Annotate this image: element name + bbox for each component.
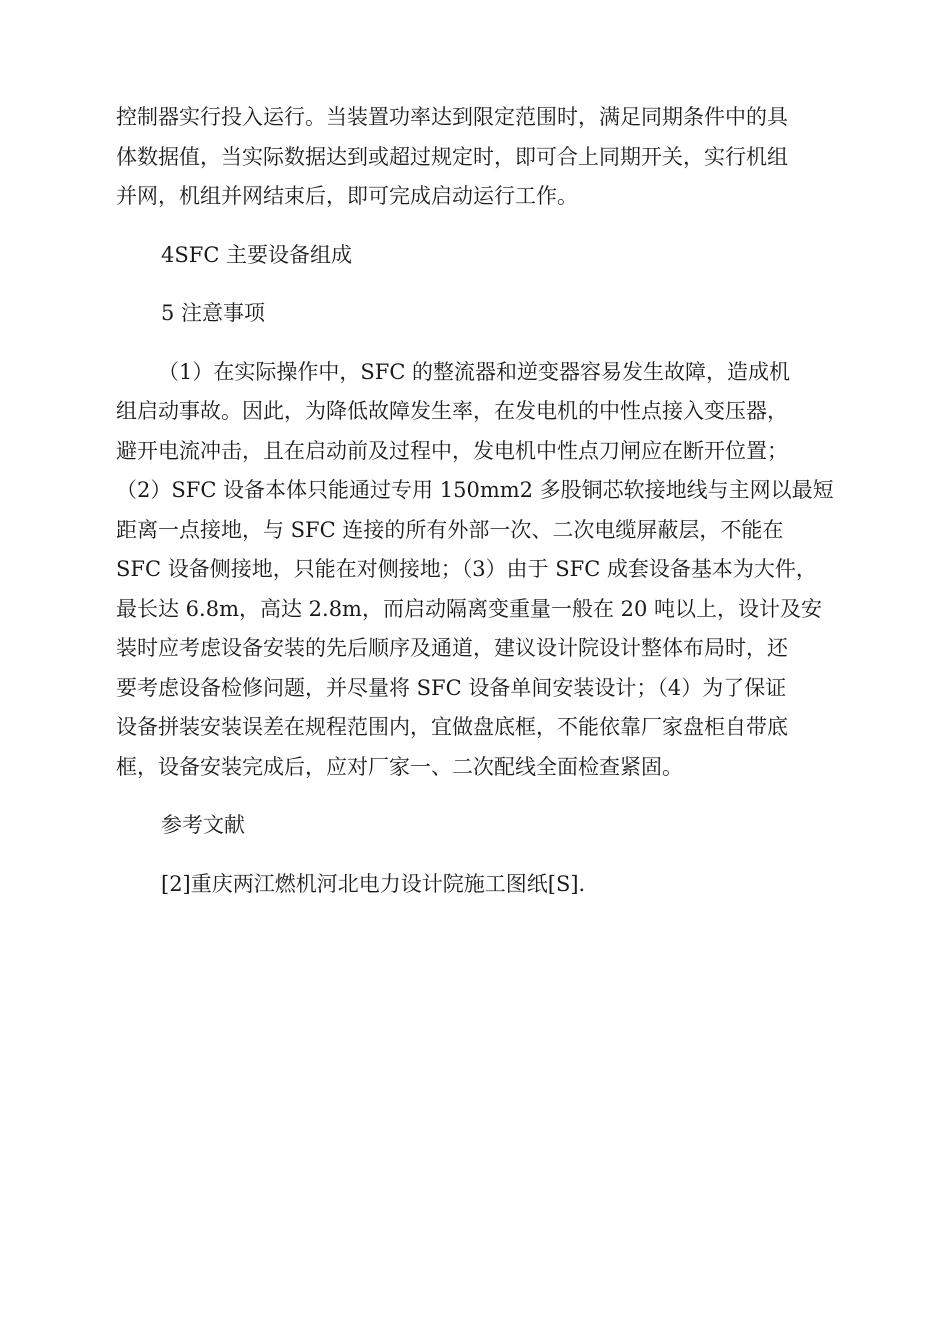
intro-paragraph [116,98,834,217]
paragraph-line: 最长达 6.8m，高达 2.8m，而启动隔离变重量一般在 20 吨以上，设计及安 [116,596,823,621]
paragraph-line: 体数据值，当实际数据达到或超过规定时，即可合上同期开关，实行机组 [116,144,788,169]
paragraph-line: 距离一点接地，与 SFC 连接的所有外部一次、二次电缆屏蔽层，不能在 [116,517,784,542]
references-heading: 参考文献 [161,813,245,837]
paragraph-line: 设备拼装安装误差在规程范围内，宜做盘底框，不能依靠厂家盘柜自带底 [116,715,788,739]
paragraph-line: 组启动事故。因此，为降低故障发生率，在发电机的中性点接入变压器， [116,399,788,423]
paragraph-line: 并网，机组并网结束后，即可完成启动运行工作。 [116,184,578,208]
paragraph-line: 控制器实行投入运行。当装置功率达到限定范围时，满足同期条件中的具 [116,105,788,129]
section-heading-4: 4SFC 主要设备组成 [161,242,353,267]
paragraph-line: 要考虑设备检修问题，并尽量将 SFC 设备单间安装设计；（4）为了保证 [116,675,787,700]
section-heading-5: 5 注意事项 [161,301,266,325]
notes-paragraph [116,353,834,788]
document-page [116,98,834,904]
paragraph-line: 避开电流冲击，且在启动前及过程中，发电机中性点刀闸应在断开位置； [116,438,788,463]
reference-item: [2]重庆两江燃机河北电力设计院施工图纸[S]. [161,871,586,896]
paragraph-line: 框，设备安装完成后，应对厂家一、二次配线全面检查紧固。 [116,754,683,779]
paragraph-line: （1）在实际操作中，SFC 的整流器和逆变器容易发生故障，造成机 [158,359,791,384]
paragraph-line: （2）SFC 设备本体只能通过专用 150mm2 多股铜芯软接地线与主网以最短 [116,478,834,502]
paragraph-line: SFC 设备侧接地，只能在对侧接地；（3）由于 SFC 成套设备基本为大件， [116,557,817,581]
paragraph-line: 装时应考虑设备安装的先后顺序及通道，建议设计院设计整体布局时，还 [116,636,788,660]
